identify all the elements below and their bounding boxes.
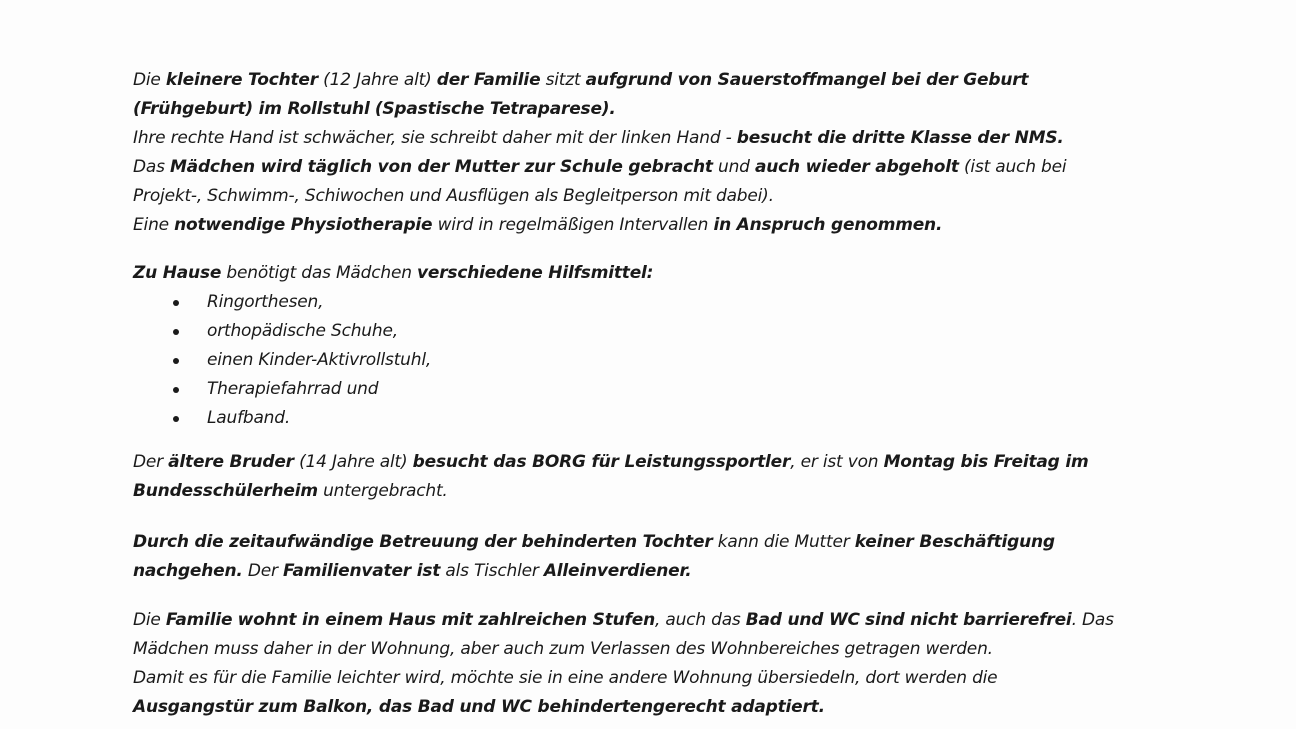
text-run: (Frühgeburt) im Rollstuhl [133, 99, 370, 119]
text-run: sind nicht barrierefrei [865, 610, 1072, 630]
paragraph-employment [133, 528, 1145, 586]
paragraph-line [133, 66, 1145, 95]
paragraph-brother [133, 448, 1145, 506]
bullet-icon [173, 358, 179, 364]
paragraph-line [133, 95, 1145, 124]
text-run: Familie [165, 610, 233, 630]
paragraph-line [133, 606, 1145, 635]
text-run: auch wieder abgeholt [754, 157, 959, 177]
list-item [133, 346, 1145, 375]
text-run: (12 Jahre alt) [317, 70, 437, 90]
text-run: besucht das BORG für Leistungssportler [412, 452, 791, 472]
text-run: Mädchen wird täglich von der Mutter zur Schule gebracht [169, 157, 713, 177]
text-run: , er ist von [790, 452, 884, 472]
text-run: der Familie [436, 70, 541, 90]
paragraph-line [133, 635, 1145, 664]
list-item [133, 317, 1145, 346]
text-run: wohnt in einem Haus mit zahlreichen Stufen [237, 610, 655, 630]
text-run: Familienvater ist [283, 561, 441, 581]
text-run: Alleinverdiener. [543, 561, 692, 581]
text-run: Durch die zeitaufwändige Betreuung der behinderten Tochter [133, 532, 713, 552]
aids-list [133, 288, 1145, 433]
text-run: Mädchen muss daher in der Wohnung, aber auch zum Verlassen des Wohnbereiches getragen werden. [133, 639, 993, 659]
paragraph-daughter [133, 66, 1145, 240]
text-run: sitzt [540, 70, 586, 90]
text-run: besucht die dritte Klasse der NMS. [736, 128, 1064, 148]
paragraph-line [133, 211, 1145, 240]
list-item-label: orthopädische Schuhe, [207, 321, 398, 341]
list-item [133, 375, 1145, 404]
list-item-label: einen Kinder-Aktivrollstuhl, [207, 350, 432, 370]
list-item-label: Laufband. [207, 408, 291, 428]
text-run: (ist auch bei [958, 157, 1067, 177]
bullet-icon [173, 300, 179, 306]
text-run: Der [133, 452, 169, 472]
list-item [133, 404, 1145, 433]
text-run: nachgehen. [133, 561, 243, 581]
text-run: Der [242, 561, 284, 581]
paragraph-housing [133, 606, 1145, 722]
text-run: (Spastische Tetraparese). [374, 99, 616, 119]
text-run: als Tischler [440, 561, 544, 581]
text-run: notwendige Physiotherapie [174, 215, 433, 235]
bullet-icon [173, 387, 179, 393]
text-run: Ausgangstür zum Balkon, das Bad und WC behindertengerecht adaptiert. [133, 697, 825, 717]
paragraph-line [133, 477, 1145, 506]
text-run: Das [133, 157, 170, 177]
list-item-label: Ringorthesen, [207, 292, 324, 312]
text-run: (14 Jahre alt) [293, 452, 413, 472]
text-run: Eine [133, 215, 175, 235]
text-run: Projekt-, Schwimm-, Schiwochen und Ausflügen als Begleitperson mit dabei). [133, 186, 774, 206]
paragraph-line [133, 664, 1145, 693]
text-run: Die [133, 70, 166, 90]
paragraph-line [133, 153, 1145, 182]
text-run: aufgrund von Sauerstoffmangel bei der Geburt [585, 70, 1029, 90]
text-run: kann die Mutter [712, 532, 855, 552]
text-run: Bad und WC [745, 610, 860, 630]
text-run: keiner Beschäftigung [854, 532, 1055, 552]
bullet-icon [173, 416, 179, 422]
text-run: , auch das [654, 610, 746, 630]
text-run: ältere Bruder [168, 452, 294, 472]
paragraph-line [133, 259, 1145, 288]
text-run: in Anspruch genommen. [713, 215, 943, 235]
text-run: benötigt das Mädchen [221, 263, 417, 283]
paragraph-line [133, 448, 1145, 477]
text-run: . Das [1071, 610, 1114, 630]
text-run: Bundesschülerheim [133, 481, 318, 501]
bullet-icon [173, 329, 179, 335]
paragraph-line [133, 528, 1145, 557]
paragraph-line [133, 693, 1145, 722]
paragraph-line [133, 557, 1145, 586]
paragraph-aids [133, 259, 1145, 433]
text-run: und [712, 157, 755, 177]
paragraph-line [133, 182, 1145, 211]
text-run: Die [133, 610, 166, 630]
text-run: untergebracht. [317, 481, 448, 501]
text-run: verschiedene Hilfsmittel: [417, 263, 654, 283]
text-run: Montag bis Freitag im [883, 452, 1089, 472]
list-item-label: Therapiefahrrad und [207, 379, 379, 399]
text-run: Damit es für die Familie leichter wird, möchte sie in eine andere Wohnung übersiedeln, dort werden die [133, 668, 998, 688]
text-run: wird in regelmäßigen Intervallen [432, 215, 714, 235]
text-run: Ihre rechte Hand ist schwächer, sie schreibt daher mit der linken Hand - [133, 128, 737, 148]
text-run: Zu Hause [133, 263, 222, 283]
list-item [133, 288, 1145, 317]
text-run: kleinere Tochter [165, 70, 318, 90]
paragraph-line [133, 124, 1145, 153]
